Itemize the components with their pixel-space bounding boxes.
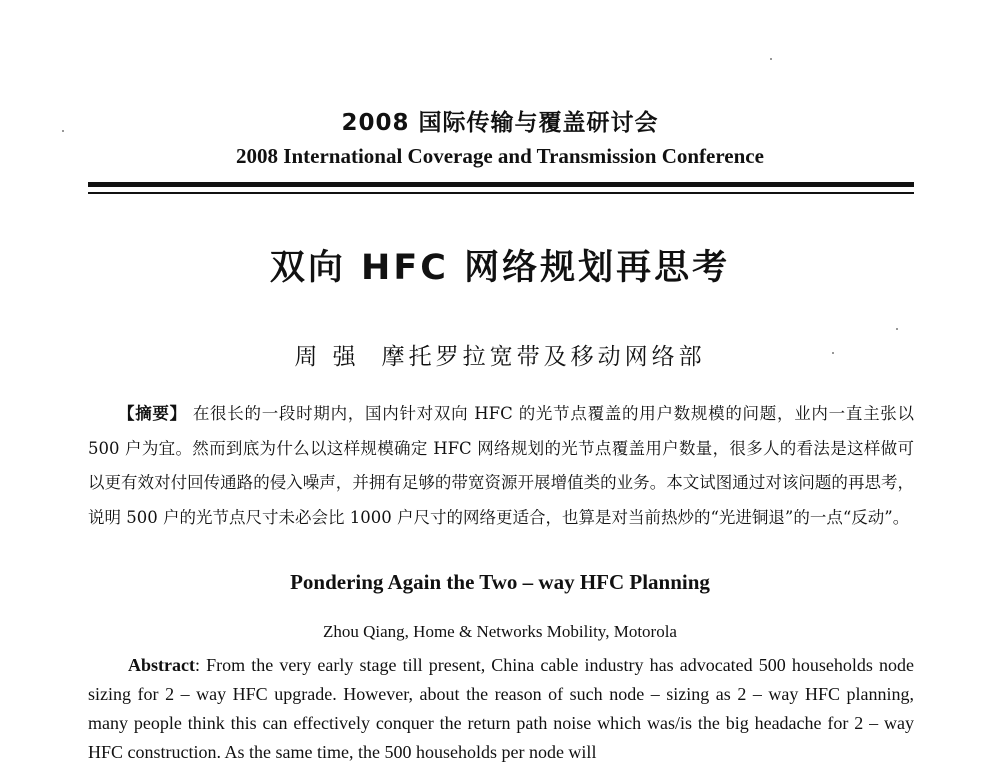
article-title-chinese: 双向 HFC 网络规划再思考 [269, 248, 731, 288]
author-affiliation-chinese: 摩托罗拉宽带及移动网络部 [381, 344, 706, 370]
article-title-english: Pondering Again the Two – way HFC Planning [290, 570, 710, 594]
conference-title-chinese: 2008 国际传输与覆盖研讨会 [341, 110, 659, 136]
abstract-label-english: Abstract [128, 655, 195, 675]
scan-speck [62, 130, 64, 132]
abstract-english [88, 651, 914, 767]
scan-speck [770, 58, 772, 60]
abstract-label-chinese: 【摘要】 [118, 404, 187, 423]
abstract-body-english: : From the very early stage till present, China cable industry has advocated 500 households node sizing for 2 – way HFC upgrade. However, about the reason of such node – sizing as 2 – way HFC planning, many people think this can effectively conquer the return path noise which was/is the big headache for 2 – way HFC construction. As the same time, the 500 households per node will [88, 655, 914, 762]
scan-speck [832, 352, 834, 354]
author-line-chinese [0, 338, 1000, 371]
scan-speck [896, 328, 898, 330]
header-divider-thick [88, 182, 914, 187]
abstract-chinese [88, 397, 914, 535]
author-name-chinese: 周 强 [294, 344, 360, 370]
conference-title-english: 2008 International Coverage and Transmission Conference [236, 144, 764, 168]
header-divider-thin [88, 192, 914, 194]
author-line-english: Zhou Qiang, Home & Networks Mobility, Motorola [323, 622, 677, 641]
abstract-body-chinese: 在很长的一段时期内，国内针对双向 HFC 的光节点覆盖的用户数规模的问题，业内一直主张以 500 户为宜。然而到底为什么以这样规模确定 HFC 网络规划的光节点覆盖用户数量，很多人的看法是这样做可以更有效对付回传通路的侵入噪声，并拥有足够的带宽资源开展增值类的业务。本文试图通过对该问题的再思考，说明 500 户的光节点尺寸未必会比 1000 户尺寸的网络更适合，也算是对当前热炒的“光进铜退”的一点“反动”。 [88, 404, 915, 527]
